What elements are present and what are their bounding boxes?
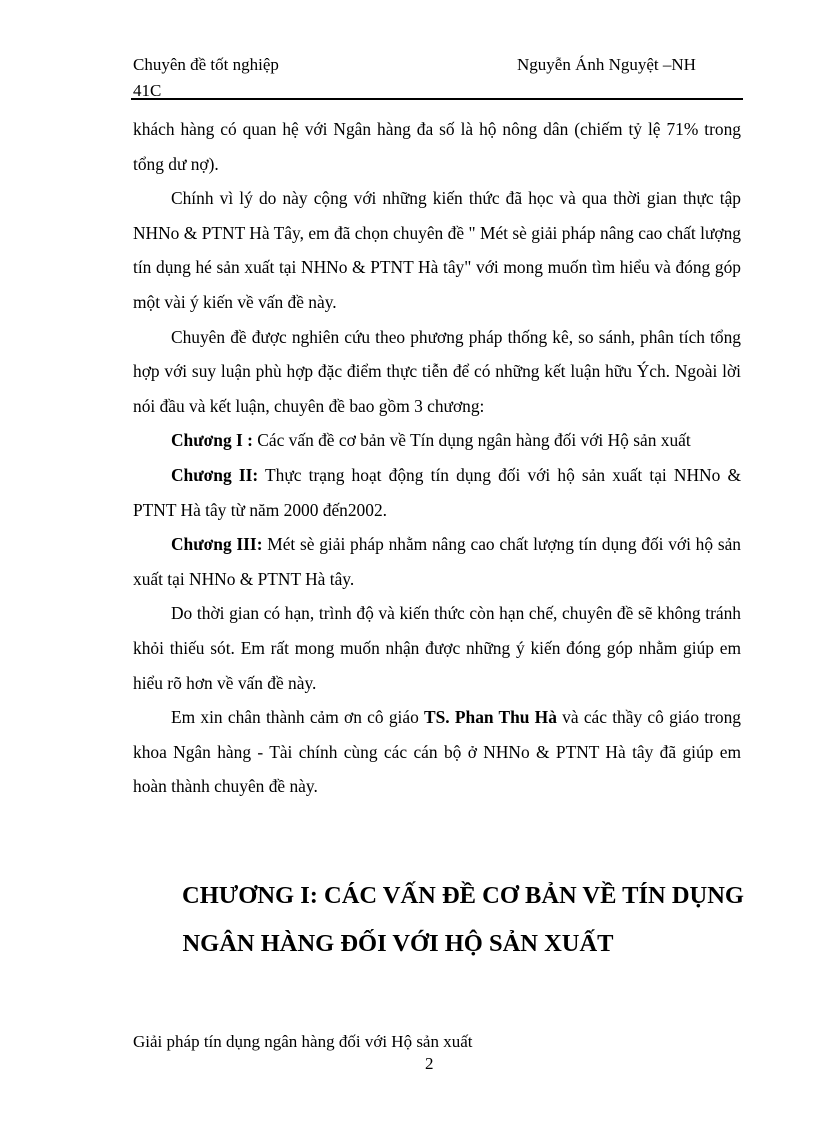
footer-title: Giải pháp tín dụng ngân hàng đối với Hộ sản xuất	[133, 1032, 473, 1051]
acknowledgement-end: và các thầy cô giáo trong khoa Ngân hàng - Tài chính cùng các cán bộ ở NHNo & PTNT Hà tây đã giúp em hoàn thành chuyên đề này.	[133, 707, 741, 797]
chapter-2-text: Thực trạng hoạt động tín dụng đối với hộ sản xuất tại NHNo & PTNT Hà tây từ năm 2000 đến2002.	[133, 464, 741, 520]
header-thesis-label: Chuyên đề tốt nghiệp	[133, 55, 279, 74]
chapter-2-summary	[133, 458, 741, 527]
paragraph-2: Chính vì lý do này cộng với những kiến thức đã học và qua thời gian thực tập NHNo & PTNT Hà Tây, em đã chọn chuyên đề " Mét sè giải pháp nâng cao chất lượng tín dụng hé sản xuất tại NHNo & PTNT Hà tây" với mong muốn tìm hiểu và đóng góp một vài ý kiến về vấn đề này.	[133, 188, 741, 312]
header-divider	[131, 98, 743, 100]
advisor-name: TS. Phan Thu Hà	[424, 707, 557, 728]
paragraph-3: Chuyên đề được nghiên cứu theo phương pháp thống kê, so sánh, phân tích tổng hợp với suy luận phù hợp đặc điểm thực tiễn để có những kết luận hữu Ých. Ngoài lời nói đầu và kết luận, chuyên đề bao gồm 3 chương:	[133, 326, 741, 416]
chapter-heading-line-2: NGÂN HÀNG ĐỐI VỚI HỘ SẢN XUẤT	[182, 930, 614, 957]
chapter-1-label: Chương I :	[171, 430, 253, 451]
chapter-3-label: Chương III:	[171, 534, 263, 555]
chapter-1-text: Các vấn đề cơ bản về Tín dụng ngân hàng đối với Hộ sản xuất	[252, 430, 691, 451]
chapter-3-text: Mét sè giải pháp nhằm nâng cao chất lượng tín dụng đối với hộ sản xuất tại NHNo & PTNT Hà tây.	[133, 534, 741, 589]
header-class-label: 41C	[133, 81, 162, 100]
acknowledgement-paragraph	[133, 700, 741, 804]
chapter-heading-line-1: CHƯƠNG I: CÁC VẤN ĐỀ CƠ BẢN VỀ TÍN DỤNG	[182, 882, 744, 909]
chapter-3-summary	[133, 527, 741, 596]
chapter-2-label: Chương II:	[171, 464, 259, 485]
chapter-heading	[133, 872, 793, 968]
header-left	[133, 52, 393, 104]
document-body	[133, 112, 741, 804]
chapter-1-summary	[133, 423, 741, 458]
acknowledgement-start: Em xin chân thành cảm ơn cô giáo	[171, 707, 425, 728]
header-author: Nguyễn Ánh Nguyệt –NH	[517, 55, 696, 74]
paragraph-4: Do thời gian có hạn, trình độ và kiến thức còn hạn chế, chuyên đề sẽ không tránh khỏi thiếu sót. Em rất mong muốn nhận được những ý kiến đóng góp nhằm giúp em hiểu rõ hơn về vấn đề này.	[133, 603, 741, 693]
page-number: 2	[425, 1054, 434, 1073]
paragraph-1: khách hàng có quan hệ với Ngân hàng đa số là hộ nông dân (chiếm tỷ lệ 71% trong tổng dư nợ).	[133, 119, 741, 174]
